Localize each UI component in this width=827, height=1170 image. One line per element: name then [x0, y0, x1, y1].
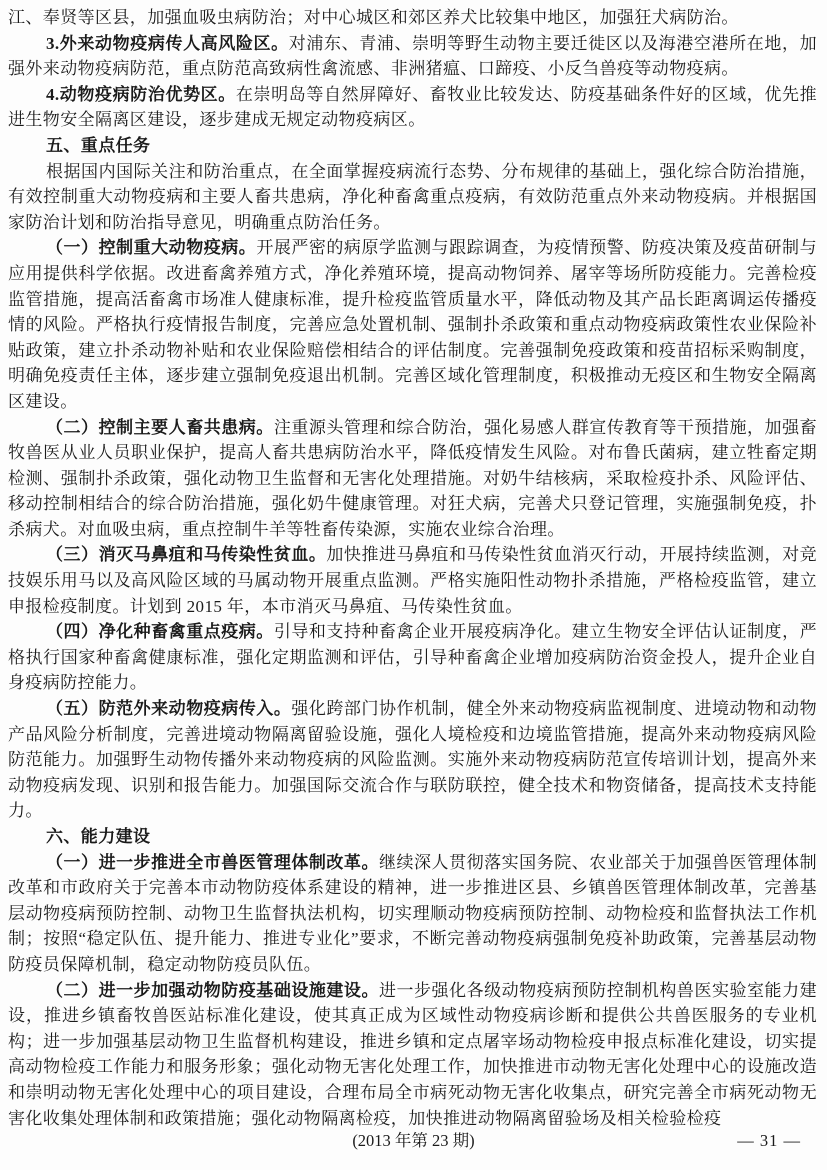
paragraph-lead: （五）防范外来动物疫病传入。: [46, 699, 292, 719]
section-heading-text: 五、重点任务: [46, 135, 151, 155]
paragraph-lead: （二）控制主要人畜共患病。: [46, 417, 274, 437]
footer-issue: (2013 年第 23 期): [352, 1131, 475, 1150]
paragraph: [8, 235, 817, 414]
paragraph-text: 注重源头管理和综合防治，强化易感人群宣传教育等干预措施，加强畜牧兽医从业人员职业保护，提高人畜共患病防治水平，降低疫情发生风险。对布鲁氏菌病，建立牲畜定期检测、强制扑杀政策，强化动物卫生监督和无害化处理措施。对奶牛结核病，采取检疫扑杀、风险评估、移动控制相结合的综合防治措施，强化奶牛健康管理。对狂犬病，完善犬只登记管理，实施强制免疫，扑杀病犬。对血吸虫病，重点控制牛羊等牲畜传染源，实施农业综合治理。: [8, 417, 818, 539]
paragraph-text: 对浦东、青浦、崇明等野生动物主要迁徙区以及海港空港所在地，加强外来动物疫病防范，重点防范高致病性禽流感、非洲猪瘟、口蹄疫、小反刍兽疫等动物疫病。: [8, 33, 818, 79]
paragraph: [8, 82, 817, 133]
body-text: [8, 5, 817, 1131]
paragraph: [8, 978, 817, 1132]
paragraph: [8, 850, 817, 978]
paragraph-lead: 3.外来动物疫病传人高风险区。: [46, 33, 289, 53]
paragraph-text: 继续深人贯彻落实国务院、农业部关于加强兽医管理体制改革和市政府关于完善本市动物防疫体系建设的精神，进一步推进区县、乡镇兽医管理体制改革，完善基层动物疫病预防控制、动物卫生监督执法机构，切实理顺动物疫病预防控制、动物检疫和监督执法工作机制；按照“稳定队伍、提升能力、推进专业化”要求，不断完善动物疫病强制免疫补助政策，完善基层动物防疫员保障机制，稳定动物防疫员队伍。: [8, 852, 817, 974]
paragraph-lead: （一）控制重大动物疫病。: [46, 238, 257, 258]
paragraph-lead: （一）进一步推进全市兽医管理体制改革。: [46, 852, 379, 872]
paragraph-lead: （二）进一步加强动物防疫基础设施建设。: [46, 980, 379, 1000]
paragraph-text: 在崇明岛等自然屏障好、畜牧业比较发达、防疫基础条件好的区域，优先推进生物安全隔离区建设，逐步建成无规定动物疫病区。: [8, 84, 817, 130]
section-heading-text: 六、能力建设: [46, 827, 151, 846]
paragraph-lead: （三）消灭马鼻疽和马传染性贫血。: [46, 545, 327, 565]
footer: [0, 1128, 827, 1154]
paragraph: [8, 31, 817, 82]
paragraph-lead: 4.动物疫病防治优势区。: [46, 84, 236, 104]
paragraph: [8, 542, 817, 619]
section-heading: [8, 133, 817, 159]
paragraph: [8, 696, 817, 824]
paragraph: [8, 619, 817, 696]
paragraph-text: 进一步强化各级动物疫病预防控制机构兽医实验室能力建设，推进乡镇畜牧兽医站标准化建设，使其真正成为区域性动物疫病诊断和提供公共兽医服务的专业机构；进一步加强基层动物卫生监督机构建设，推进乡镇和定点屠宰场动物检疫申报点标准化建设，切实提高动物检疫工作能力和服务形象；强化动物无害化处理工作，加快推进市动物无害化处理中心的设施改造和崇明动物无害化处理中心的项目建设，合理布局全市病死动物无害化收集点，研究完善全市病死动物无害化收集处理体制和政策措施；强化动物隔离检疫，加快推进动物隔离留验场及相关检验检疫: [8, 980, 817, 1128]
paragraph-text: 江、奉贤等区县，加强血吸虫病防治；对中心城区和郊区养犬比较集中地区，加强狂犬病防治。: [8, 8, 739, 27]
paragraph: [8, 159, 817, 236]
paragraph-text: 引导和支持种畜禽企业开展疫病净化。建立生物安全评估认证制度，严格执行国家种畜禽健康标准，强化定期监测和评估，引导种畜禽企业增加疫病防治资金投人，提升企业自身疫病防控能力。: [8, 622, 818, 693]
paragraph-text: 加快推进马鼻疽和马传染性贫血消灭行动，开展持续监测，对竞技娱乐用马以及高风险区域的马属动物开展重点监测。严格实施阳性动物扑杀措施，严格检疫监管，建立申报检疫制度。计划到 2015 年，本市消灭马鼻疽、马传染性贫血。: [8, 545, 817, 616]
section-heading: [8, 824, 817, 850]
paragraph-lead: （四）净化种畜禽重点疫病。: [46, 622, 274, 642]
paragraph-text: 开展严密的病原学监测与跟踪调查，为疫情预警、防疫决策及疫苗研制与应用提供科学依据。改进畜禽养殖方式，净化养殖环境，提高动物饲养、屠宰等场所防疫能力。完善检疫监管措施，提高活畜禽市场准人健康标准，提升检疫监管质量水平，降低动物及其产品长距离调运传播疫情的风险。严格执行疫情报告制度，完善应急处置机制、强制扑杀政策和重点动物疫病政策性农业保险补贴政策，建立扑杀动物补贴和农业保险赔偿相结合的评估制度。完善强制免疫政策和疫苗招标采购制度，明确免疫责任主体，逐步建立强制免疫退出机制。完善区域化管理制度，积极推动无疫区和生物安全隔离区建设。: [8, 238, 817, 411]
paragraph-text: 强化跨部门协作机制，健全外来动物疫病监视制度、进境动物和动物产品风险分析制度，完善进境动物隔离留验设施，强化人境检疫和边境监管措施，提高外来动物疫病风险防范能力。加强野生动物传播外来动物疫病的风险监测。实施外来动物疫病防范宣传培训计划，提高外来动物疫病发现、识别和报告能力。加强国际交流合作与联防联控，健全技术和物资储备，提高技术支持能力。: [8, 699, 817, 821]
paragraph: [8, 5, 817, 31]
page-number: — 31 —: [737, 1131, 801, 1150]
paragraph: [8, 415, 817, 543]
paragraph-text: 根据国内国际关注和防治重点，在全面掌握疫病流行态势、分布规律的基础上，强化综合防治措施，有效控制重大动物疫病和主要人畜共患病，净化种畜禽重点疫病，有效防范重点外来动物疫病。并根据国家防治计划和防治指导意见，明确重点防治任务。: [8, 161, 817, 232]
